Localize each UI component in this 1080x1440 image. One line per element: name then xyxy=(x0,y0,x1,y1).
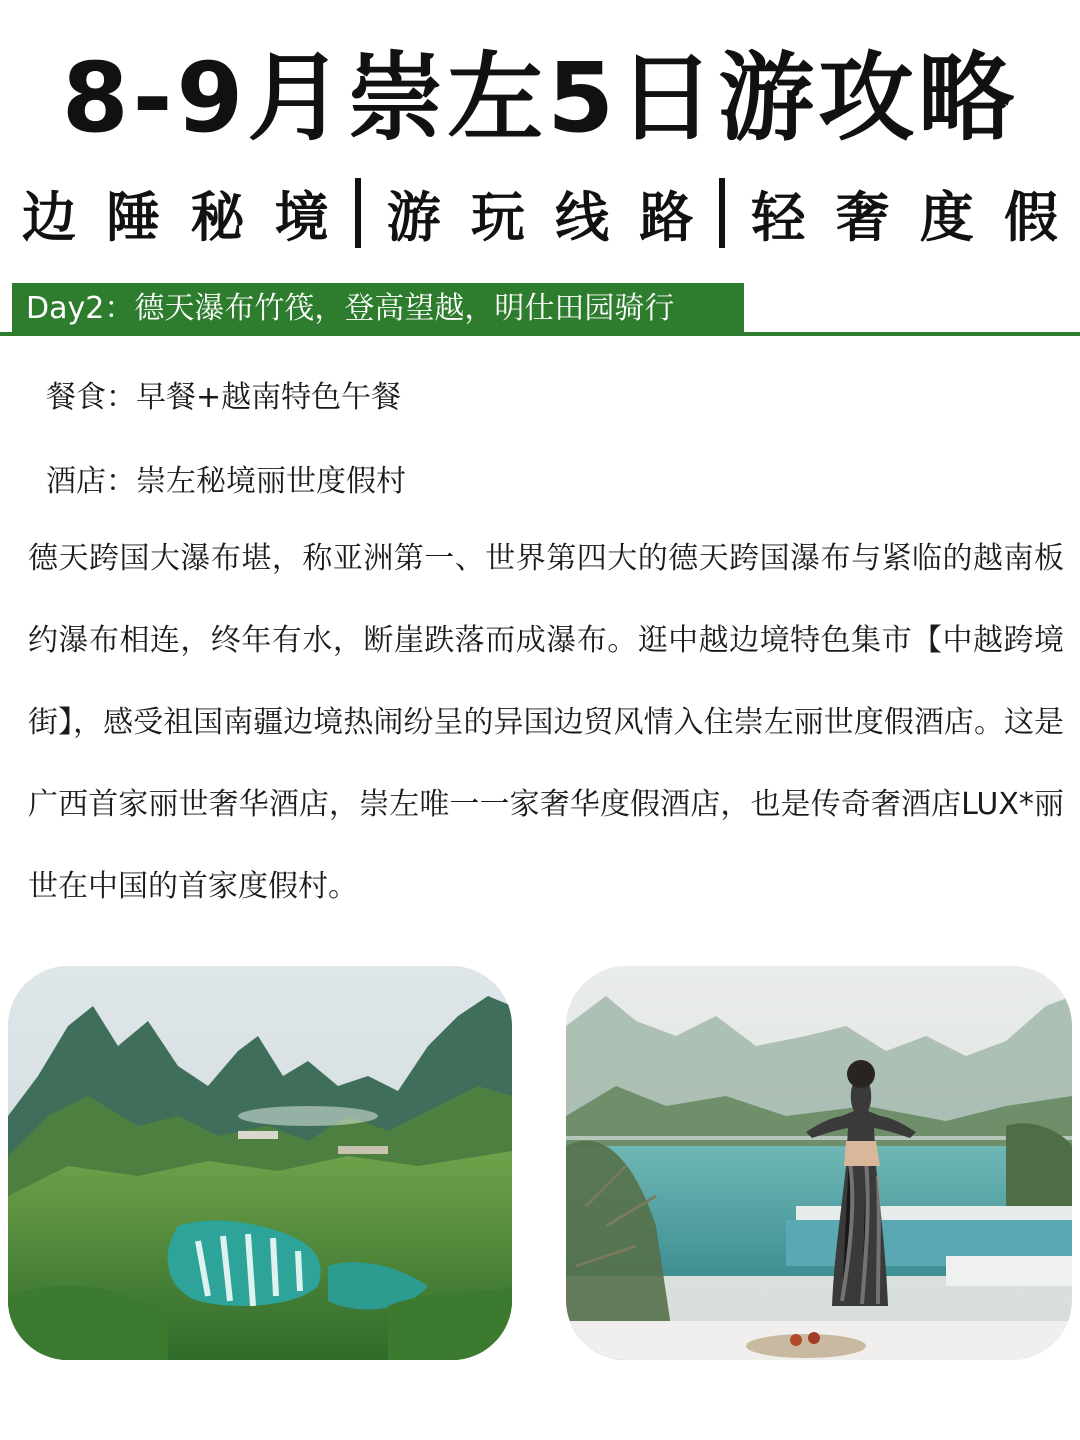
subtitle-divider xyxy=(719,178,725,248)
subtitle-char: 玩 xyxy=(470,185,525,249)
day-section-header xyxy=(0,283,1080,337)
subtitle-char: 路 xyxy=(639,185,694,249)
waterfall-landscape-image xyxy=(8,966,512,1360)
day-label: Day2：德天瀑布竹筏，登高望越，明仕田园骑行 xyxy=(12,283,744,335)
meal-info: 餐食：早餐+越南特色午餐 xyxy=(46,380,402,415)
subtitle-char: 假 xyxy=(1004,185,1058,249)
subtitle-segment-border xyxy=(12,175,339,252)
page-title: 8-9月崇左5日游攻略 xyxy=(61,42,1019,154)
subtitle-char: 游 xyxy=(386,185,441,249)
subtitle-char: 轻 xyxy=(751,185,806,249)
resort-pool-image xyxy=(566,966,1072,1360)
subtitle-char: 度 xyxy=(919,185,974,249)
subtitle-char: 边 xyxy=(22,185,76,249)
subtitle-segment-route xyxy=(377,175,704,252)
waterfall-photo xyxy=(8,966,512,1360)
subtitle-char: 陲 xyxy=(106,185,161,249)
resort-pool-photo xyxy=(566,966,1072,1360)
subtitle-char: 境 xyxy=(274,185,329,249)
subtitle-char: 秘 xyxy=(190,185,245,249)
subtitle-segment-luxury xyxy=(741,175,1068,252)
hotel-info: 酒店：崇左秘境丽世度假村 xyxy=(46,464,406,499)
subtitle-bar xyxy=(12,178,1068,248)
subtitle-char: 奢 xyxy=(835,185,890,249)
subtitle-char: 线 xyxy=(555,185,610,249)
day-description: 德天跨国大瀑布堪，称亚洲第一、世界第四大的德天跨国瀑布与紧临的越南板约瀑布相连，终年有水，断崖跌落而成瀑布。逛中越边境特色集市【中越跨境街】，感受祖国南疆边境热闹纷呈的异国边贸风情入住崇左丽世度假酒店。这是广西首家丽世奢华酒店，崇左唯一一家奢华度假酒店，也是传奇奢酒店LUX*丽世在中国的首家度假村。 xyxy=(28,541,1064,904)
subtitle-divider xyxy=(355,178,361,248)
